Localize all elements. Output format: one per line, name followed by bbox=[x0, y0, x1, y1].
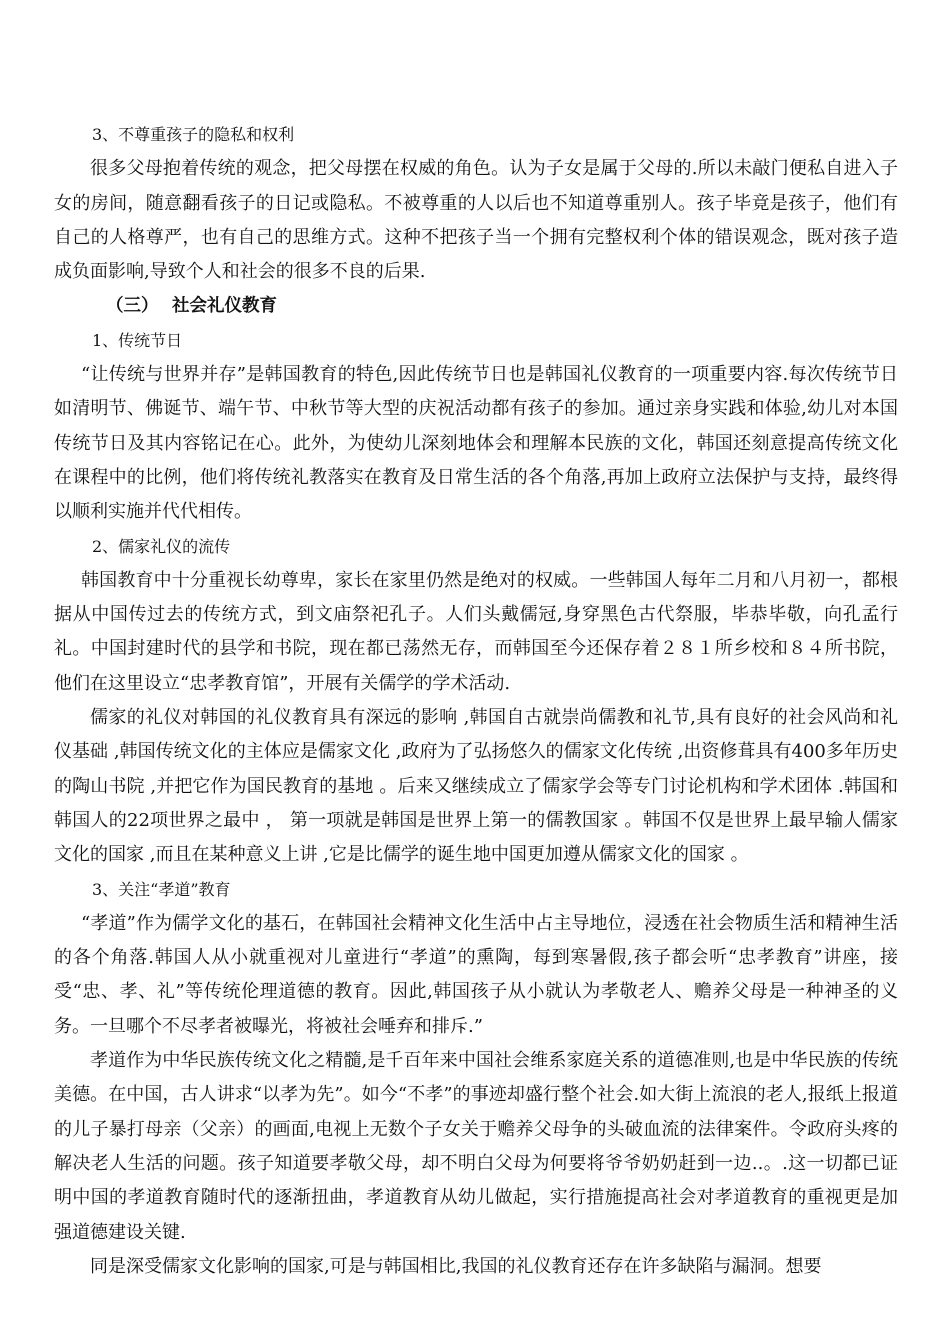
subheading-disrespect-privacy: 3、不尊重孩子的隐私和权利 bbox=[92, 125, 295, 144]
paragraph-compare: 同是深受儒家文化影响的国家,可是与韩国相比,我国的礼仪教育还存在许多缺陷与漏洞。想要 bbox=[90, 1255, 822, 1277]
paragraph-filial-2: 孝道作为中华民族传统文化之精髓,是千百年来中国社会维系家庭关系的道德准则,也是中华民族的传统美德。在中国，古人讲求“以孝为先”。如今“不孝”的事迹却盛行整个社会.如大街上流浪的老人,报纸上报道的儿子暴打母亲（父亲）的画面,电视上无数个子女关于赡养父母争的头破血流的法律案件。令政府头疼的解决老人生活的问题。孩子知道要孝敬父母，却不明白父母为何要将爷爷奶奶赶到一边..。.这一切都已证明中国的孝道教育随时代的逐渐扭曲，孝道教育从幼儿做起，实行措施提高社会对孝道教育的重视更是加强道德建设关键. bbox=[54, 1050, 898, 1243]
section-number: （三） bbox=[106, 296, 159, 317]
document-page bbox=[54, 118, 898, 1284]
subheading-confucian-etiquette: 2、儒家礼仪的流传 bbox=[92, 536, 231, 556]
paragraph-filial-1: “孝道”作为儒学文化的基石，在韩国社会精神文化生活中占主导地位，浸透在社会物质生活和精神生活的各个角落.韩国人从小就重视对儿童进行“孝道”的熏陶，每到寒暑假,孩子都会听“忠孝教育”讲座，接受“忠、孝、礼”等传统伦理道德的教育。因此,韩国孩子从小就认为孝敬老人、赡养父母是一种神圣的义务。一旦哪个不尽孝者被曝光，将被社会唾弃和排斥.” bbox=[54, 912, 898, 1037]
section-title: 社会礼仪教育 bbox=[172, 296, 277, 317]
paragraph-confucian-2: 儒家的礼仪对韩国的礼仪教育具有深远的影响 ,韩国自古就崇尚儒教和礼节,具有良好的社会风尚和礼仪基础 ,韩国传统文化的主体应是儒家文化 ,政府为了弘扬悠久的儒家文化传统 ,出资修葺具有400多年历史的陶山书院 ,并把它作为国民教育的基地 。后来又继续成立了儒家学会等专门讨论机构和学术团体 .韩国和韩国人的22项世界之最中 ， 第一项就是韩国是世界上第一的儒教国家 。韩国不仅是世界上最早输人儒家文化的国家 ,而且在某种意义上讲 ,它是比儒学的诞生地中国更加遵从儒家文化的国家 。 bbox=[54, 707, 898, 866]
paragraph-privacy: 很多父母抱着传统的观念，把父母摆在权威的角色。认为子女是属于父母的.所以未敲门便私自进入子女的房间，随意翻看孩子的日记或隐私。不被尊重的人以后也不知道尊重别人。孩子毕竟是孩子，他们有自己的人格尊严，也有自己的思维方式。这种不把孩子当一个拥有完整权利个体的错误观念，既对孩子造成负面影响,导致个人和社会的很多不良的后果. bbox=[54, 158, 898, 283]
subheading-traditional-festivals: 1、传统节日 bbox=[92, 330, 183, 350]
section-heading-social-etiquette bbox=[54, 289, 898, 323]
paragraph-confucian-1: 韩国教育中十分重视长幼尊卑，家长在家里仍然是绝对的权威。一些韩国人每年二月和八月初一，都根据从中国传过去的传统方式，到文庙祭祀孔子。人们头戴儒冠,身穿黑色古代祭服，毕恭毕敬，向孔孟行礼。中国封建时代的县学和书院，现在都已荡然无存，而韩国至今还保存着２８１所乡校和８４所书院，他们在这里设立“忠孝教育馆”，开展有关儒学的学术活动. bbox=[54, 569, 898, 694]
paragraph-festivals: “让传统与世界并存”是韩国教育的特色,因此传统节日也是韩国礼仪教育的一项重要内容.每次传统节日如清明节、佛诞节、端午节、中秋节等大型的庆祝活动都有孩子的参加。通过亲身实践和体验,幼儿对本国传统节日及其内容铭记在心。此外，为使幼儿深刻地体会和理解本民族的文化，韩国还刻意提高传统文化在课程中的比例，他们将传统礼教落实在教育及日常生活的各个角落,再加上政府立法保护与支持，最终得以顺利实施并代代相传。 bbox=[54, 364, 898, 523]
subheading-filial-piety: 3、关注“孝道”教育 bbox=[92, 879, 231, 899]
